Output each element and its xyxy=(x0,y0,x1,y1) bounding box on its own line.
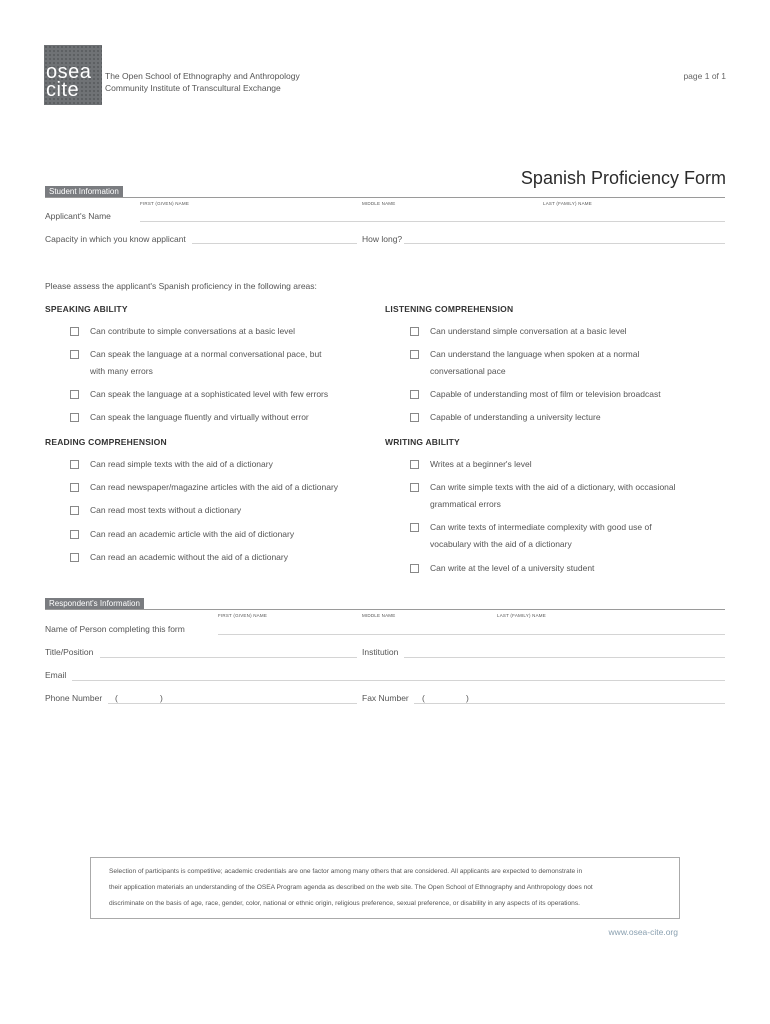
col-middle-name: MIDDLE NAME xyxy=(362,613,396,618)
listening-item-2: Can understand the language when spoken at a normal conversational pace xyxy=(430,349,640,376)
eligibility-notice xyxy=(90,857,680,919)
speaking-item-3: Can speak the language at a sophisticated level with few errors xyxy=(90,389,329,399)
reading-item-3: Can read most texts without a dictionary xyxy=(90,505,242,515)
phone-paren-close: ) xyxy=(160,693,163,703)
applicant-name-field[interactable] xyxy=(140,221,725,222)
org-name-line2: Community Institute of Transcultural Exchange xyxy=(105,83,281,93)
title-position-field[interactable] xyxy=(100,657,357,658)
email-label: Email xyxy=(45,670,67,680)
listening-heading: LISTENING COMPREHENSION xyxy=(385,304,514,314)
student-section-header: Student Information xyxy=(45,186,123,197)
section-divider xyxy=(45,197,725,198)
checkbox-reading-3[interactable] xyxy=(70,506,79,515)
checkbox-reading-4[interactable] xyxy=(70,530,79,539)
page-title: Spanish Proficiency Form xyxy=(520,168,726,188)
respondent-name-field[interactable] xyxy=(218,634,725,635)
respondent-section-header: Respondent's Information xyxy=(45,598,144,609)
col-first-name: FIRST (GIVEN) NAME xyxy=(140,201,190,206)
title-position-label: Title/Position xyxy=(45,647,94,657)
writing-item-4: Can write at the level of a university student xyxy=(430,563,595,573)
capacity-label: Capacity in which you know applicant xyxy=(45,234,186,244)
checkbox-speaking-4[interactable] xyxy=(70,413,79,422)
checkbox-writing-1[interactable] xyxy=(410,460,419,469)
reading-item-1: Can read simple texts with the aid of a dictionary xyxy=(90,459,273,469)
writing-item-2: Can write simple texts with the aid of a dictionary, with occasional grammatical errors xyxy=(430,482,676,509)
page-number: page 1 of 1 xyxy=(683,71,726,81)
col-first-name: FIRST (GIVEN) NAME xyxy=(218,613,268,618)
checkbox-speaking-3[interactable] xyxy=(70,390,79,399)
footer-url[interactable]: www.osea-cite.org xyxy=(608,927,678,937)
org-name-line1: The Open School of Ethnography and Anthropology xyxy=(105,71,300,81)
logo xyxy=(44,45,102,105)
logo-text-line1: osea xyxy=(46,61,92,83)
notice-line-1: Selection of participants is competitive; academic credentials are one factor among many others that are considered. All applicants are expected to demonstrate in xyxy=(109,868,583,875)
how-long-field[interactable] xyxy=(404,243,725,244)
fax-label: Fax Number xyxy=(362,693,409,703)
notice-line-2: their application materials an understanding of the OSEA Program agenda as described on the web site. The Open School of Ethnography and Anthropology does not xyxy=(109,884,593,891)
checkbox-writing-4[interactable] xyxy=(410,564,419,573)
checkbox-speaking-1[interactable] xyxy=(70,327,79,336)
checkbox-writing-2[interactable] xyxy=(410,483,419,492)
email-field[interactable] xyxy=(72,680,725,681)
logo-text-line2: cite xyxy=(46,79,80,101)
col-last-name: LAST (FAMILY) NAME xyxy=(497,613,546,618)
col-last-name: LAST (FAMILY) NAME xyxy=(543,201,592,206)
phone-field[interactable] xyxy=(108,703,357,704)
phone-label: Phone Number xyxy=(45,693,103,703)
reading-item-5: Can read an academic without the aid of a dictionary xyxy=(90,552,288,562)
checkbox-speaking-2[interactable] xyxy=(70,350,79,359)
institution-field[interactable] xyxy=(404,657,725,658)
phone-paren-open: ( xyxy=(115,693,118,703)
checkbox-reading-2[interactable] xyxy=(70,483,79,492)
writing-item-1: Writes at a beginner's level xyxy=(430,459,532,469)
listening-item-1: Can understand simple conversation at a basic level xyxy=(430,326,627,336)
how-long-label: How long? xyxy=(362,234,403,244)
reading-heading: READING COMPREHENSION xyxy=(45,437,167,447)
writing-heading: WRITING ABILITY xyxy=(385,437,460,447)
checkbox-reading-5[interactable] xyxy=(70,553,79,562)
reading-item-4: Can read an academic article with the aid of dictionary xyxy=(90,529,295,539)
checkbox-listening-1[interactable] xyxy=(410,327,419,336)
checkbox-listening-4[interactable] xyxy=(410,413,419,422)
speaking-item-1: Can contribute to simple conversations at a basic level xyxy=(90,326,296,336)
checkbox-writing-3[interactable] xyxy=(410,523,419,532)
fax-paren-open: ( xyxy=(422,693,425,703)
checkbox-reading-1[interactable] xyxy=(70,460,79,469)
speaking-item-4: Can speak the language fluently and virtually without error xyxy=(90,412,309,422)
writing-item-3: Can write texts of intermediate complexity with good use of vocabulary with the aid of a dictionary xyxy=(430,522,652,549)
checkbox-listening-2[interactable] xyxy=(410,350,419,359)
section-divider xyxy=(45,609,725,610)
fax-paren-close: ) xyxy=(466,693,469,703)
reading-item-2: Can read newspaper/magazine articles with the aid of a dictionary xyxy=(90,482,339,492)
notice-line-3: discriminate on the basis of age, race, gender, color, national or ethnic origin, religious preference, sexual preference, or disability in any aspects of its operations. xyxy=(109,900,580,907)
applicant-name-label: Applicant's Name xyxy=(45,211,111,221)
speaking-heading: SPEAKING ABILITY xyxy=(45,304,128,314)
respondent-name-label: Name of Person completing this form xyxy=(45,624,185,634)
capacity-field[interactable] xyxy=(192,243,357,244)
institution-label: Institution xyxy=(362,647,399,657)
fax-field[interactable] xyxy=(414,703,725,704)
assessment-intro: Please assess the applicant's Spanish proficiency in the following areas: xyxy=(45,281,317,291)
col-middle-name: MIDDLE NAME xyxy=(362,201,396,206)
listening-item-4: Capable of understanding a university lecture xyxy=(430,412,601,422)
checkbox-listening-3[interactable] xyxy=(410,390,419,399)
listening-item-3: Capable of understanding most of film or television broadcast xyxy=(430,389,661,399)
speaking-item-2: Can speak the language at a normal conversational pace, but with many errors xyxy=(90,349,322,376)
